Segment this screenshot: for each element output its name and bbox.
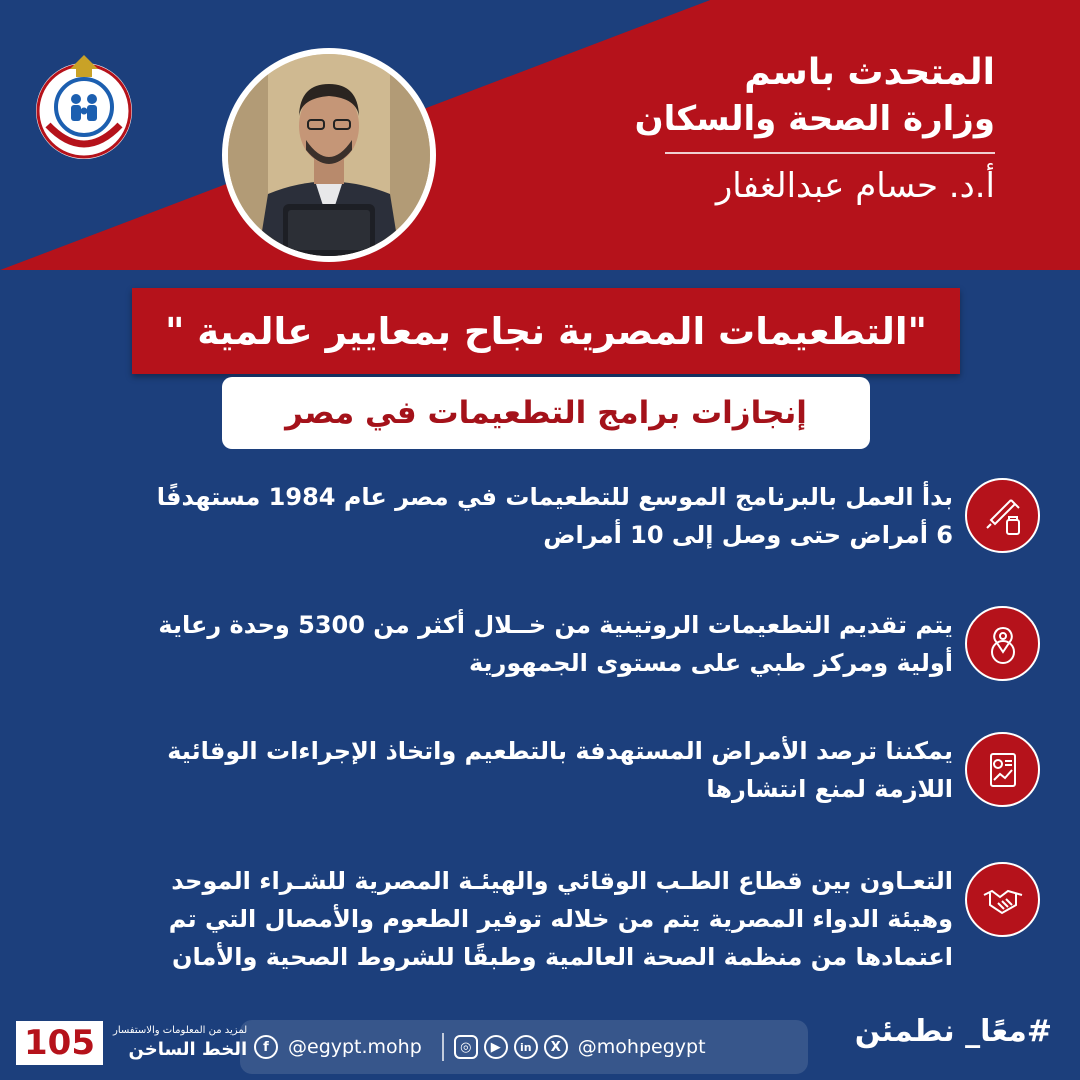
header-title-line2: وزارة الصحة والسكان xyxy=(634,99,995,139)
hotline-label: الخط الساخن xyxy=(128,1039,248,1060)
list-item xyxy=(80,732,1040,808)
handshake-icon xyxy=(965,862,1040,937)
facebook-handle[interactable]: @egypt.mohp xyxy=(288,1036,422,1058)
subtitle-banner xyxy=(222,377,870,449)
item-text: بدأ العمل بالبرنامج الموسع للتطعيمات في مصر عام 1984 مستهدفًا 6 أمراض حتى وصل إلى 10 أمراض xyxy=(156,483,953,549)
report-chart-icon xyxy=(965,732,1040,807)
hotline-small-text: لمزيد من المعلومات والاستفسار xyxy=(112,1025,248,1036)
hashtag: #معًا_ نطمئن xyxy=(854,1014,1052,1049)
hotline-number: 105 xyxy=(16,1021,103,1065)
facebook-icon[interactable]: f xyxy=(254,1035,278,1059)
social-bar xyxy=(240,1020,808,1074)
item-text: يتم تقديم التطعيمات الروتينية من خــلال أكثر من 5300 وحدة رعاية أولية ومركز طبي على مستوى الجمهورية xyxy=(158,611,953,677)
social-divider xyxy=(442,1033,444,1061)
header-title-line1: المتحدث باسم xyxy=(744,52,995,93)
subtitle-text: إنجازات برامج التطعيمات في مصر xyxy=(285,395,807,431)
ministry-logo xyxy=(30,45,138,163)
list-item xyxy=(80,862,1040,976)
quote-text: "التطعيمات المصرية نجاح بمعايير عالمية " xyxy=(165,309,927,353)
linkedin-icon[interactable]: in xyxy=(514,1035,538,1059)
quote-banner xyxy=(132,288,960,374)
location-globe-icon xyxy=(965,606,1040,681)
hotline xyxy=(16,1020,247,1066)
list-item xyxy=(80,478,1040,554)
item-text: يمكننا ترصد الأمراض المستهدفة بالتطعيم واتخاذ الإجراءات الوقائية اللازمة لمنع انتشارها xyxy=(167,737,953,803)
social-handle[interactable]: @mohpegypt xyxy=(577,1036,706,1058)
speaker-name: أ.د. حسام عبدالغفار xyxy=(715,166,995,206)
speaker-photo xyxy=(222,48,436,262)
youtube-icon[interactable]: ▶ xyxy=(484,1035,508,1059)
x-twitter-icon[interactable]: X xyxy=(544,1035,568,1059)
syringe-vaccine-icon xyxy=(965,478,1040,553)
instagram-icon[interactable]: ◎ xyxy=(454,1035,478,1059)
item-text: التعـاون بين قطاع الطـب الوقائي والهيئـة المصرية للشـراء الموحد وهيئة الدواء المصرية يتم من خلاله توفير الطعوم والأمصال التي تم اعتمادها من منظمة الصحة العالمية وطبقًا للشروط الصحية والأمان xyxy=(168,867,953,971)
header-divider xyxy=(665,152,995,154)
list-item xyxy=(80,606,1040,682)
header-titles xyxy=(595,50,995,208)
